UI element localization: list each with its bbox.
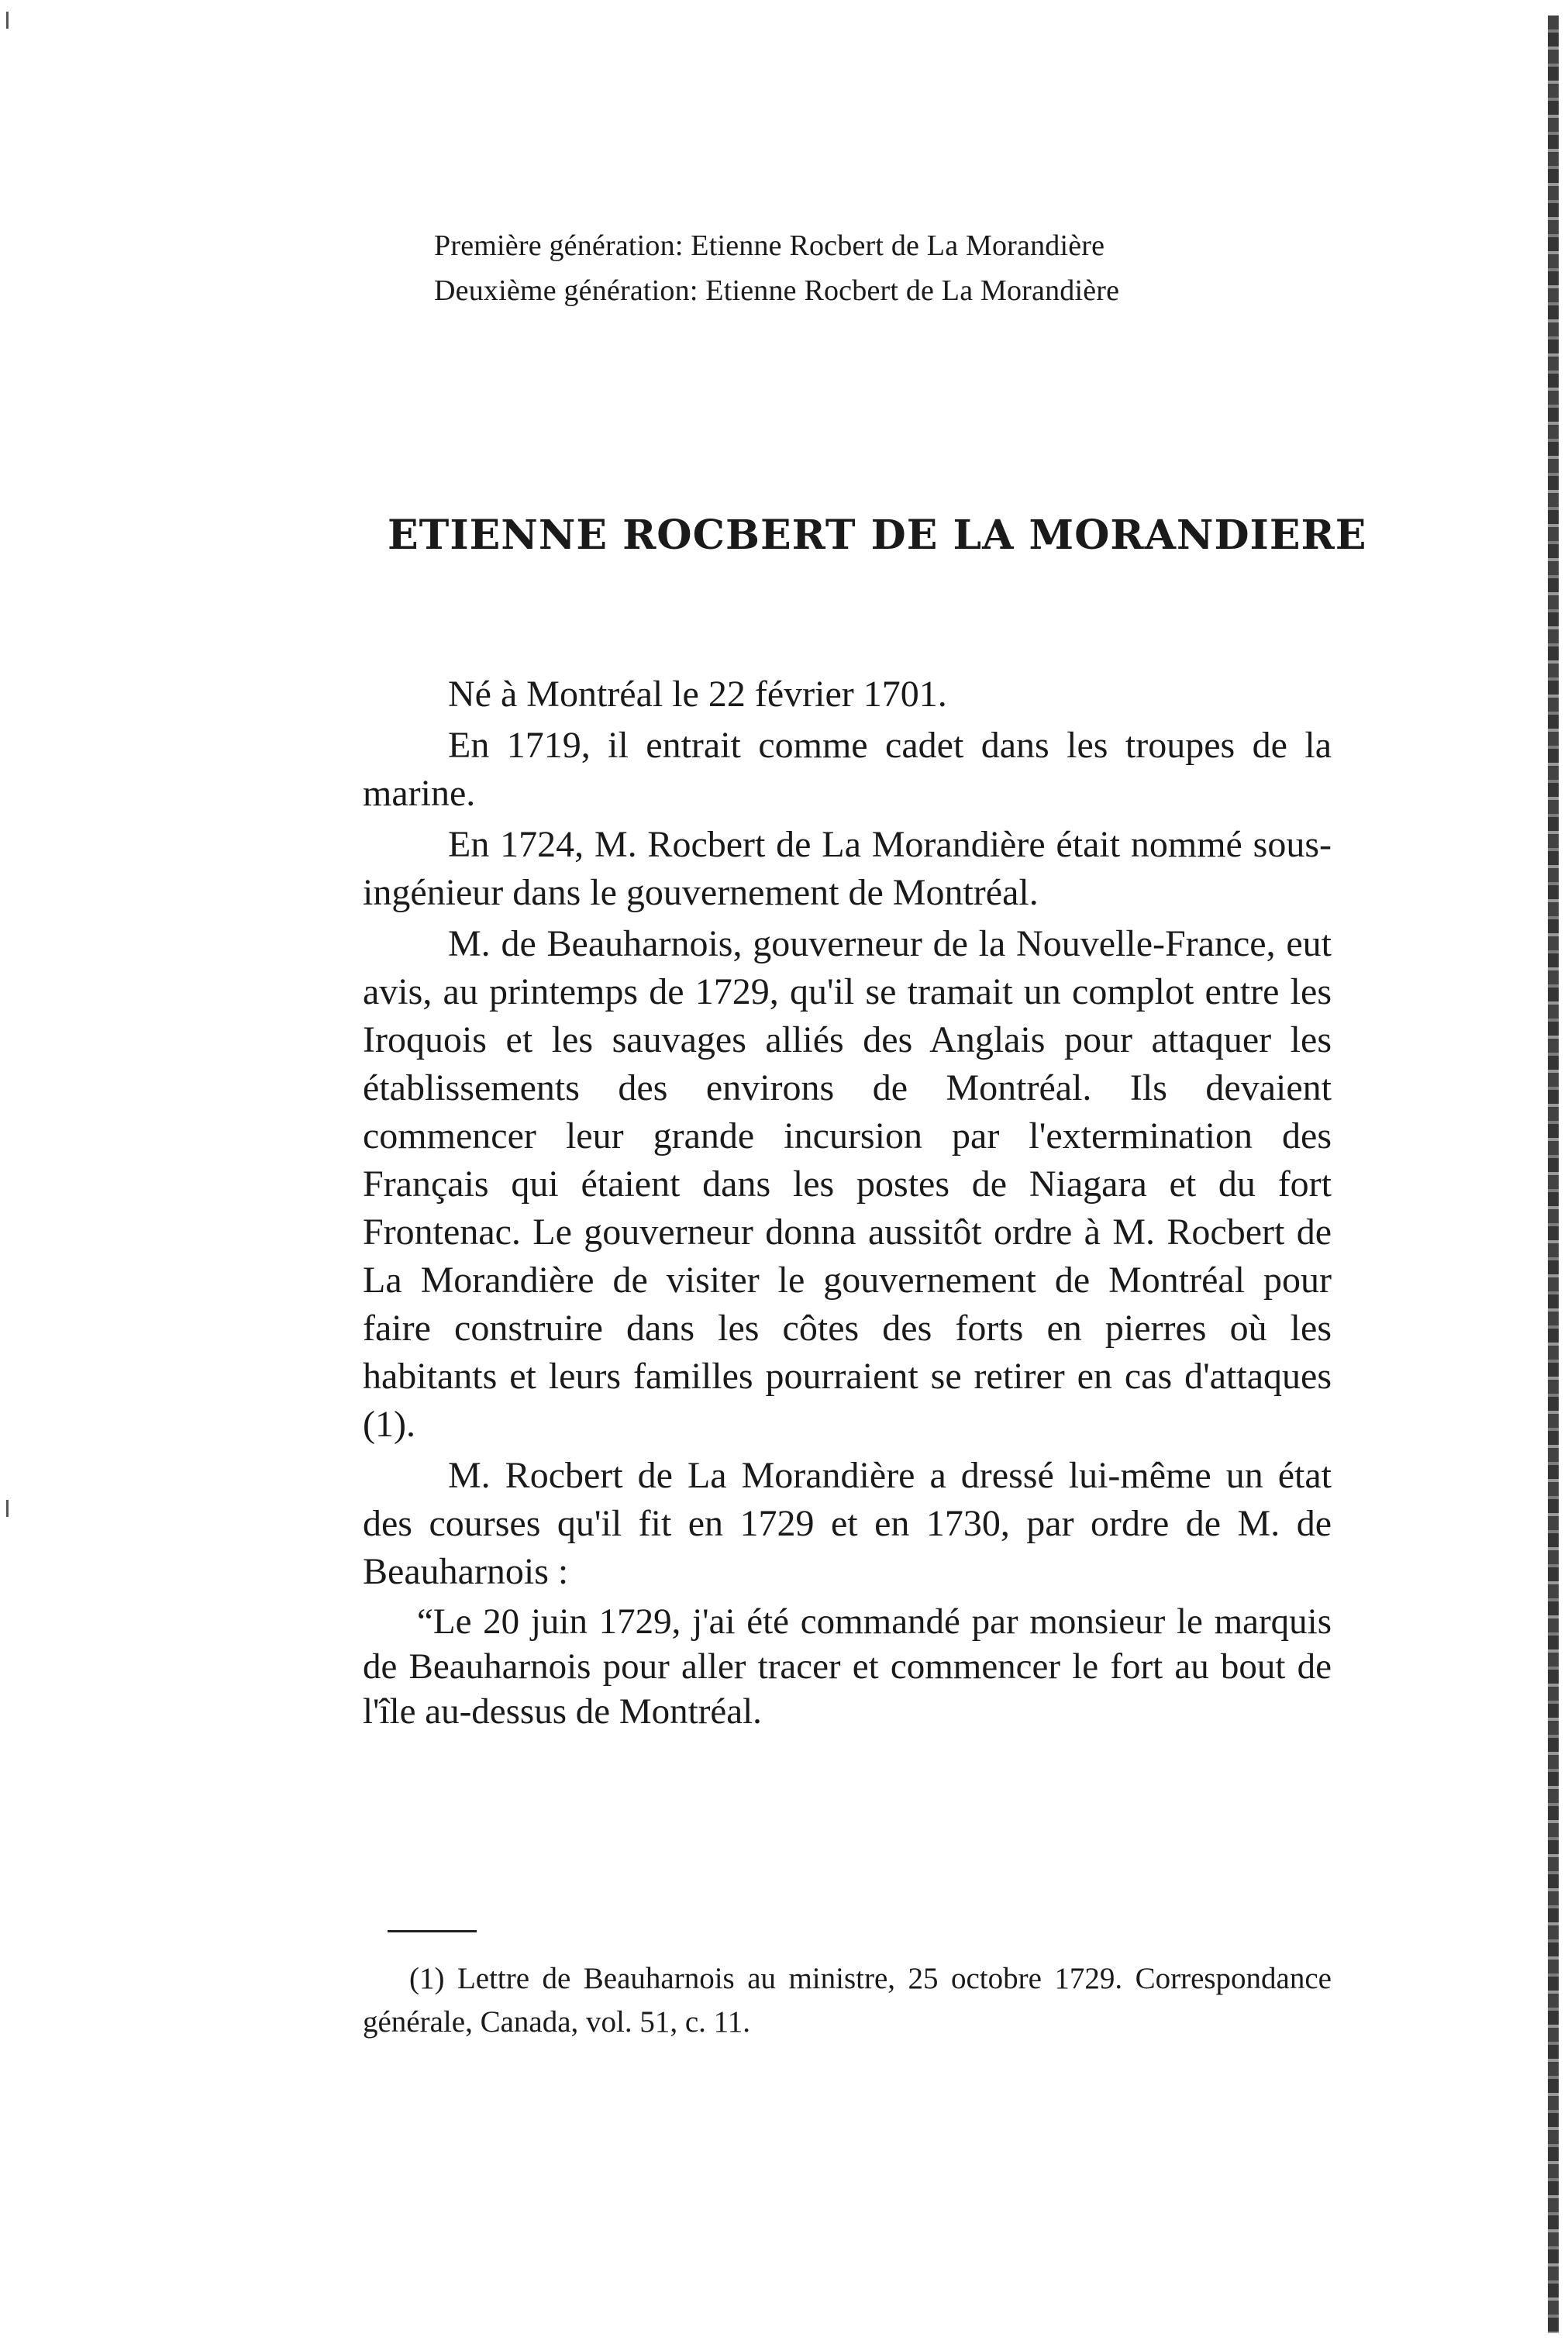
generation-header: [434, 223, 1364, 313]
paragraph-courses: M. Rocbert de La Morandière a dressé lui-même un état des courses qu'il fit en 1729 et en 1730, par ordre de M. de Beauharnois :: [363, 1455, 1332, 1592]
quote-paragraph: “Le 20 juin 1729, j'ai été commandé par monsieur le marquis de Beauharnois pour aller tracer et commencer le fort au bout de l'île au-dessus de Montréal.: [363, 1601, 1332, 1732]
generation-line-1: Première génération: Etienne Rocbert de La Morandière: [434, 229, 1105, 262]
scan-mark-top: [6, 12, 9, 29]
paragraph-complot: M. de Beauharnois, gouverneur de la Nouvelle-France, eut avis, au printemps de 1729, qu'il se tramait un complot entre les Iroquois et les sauvages alliés des Anglais pour attaquer les établissements des environs de Montréal. Ils devaient commencer leur grande incursion par l'extermination des Français qui étaient dans les postes de Niagara et du fort Frontenac. Le gouverneur donna aussitôt ordre à M. Rocbert de La Morandière de visiter le gouvernement de Montréal pour faire construire dans les côtes des forts en pierres où les habitants et leurs familles pourraient se retirer en cas d'attaques (1).: [363, 923, 1332, 1445]
footnote-rule: [388, 1930, 477, 1932]
scan-mark-middle: [6, 1500, 9, 1517]
footnote-1: (1) Lettre de Beauharnois au ministre, 25 octobre 1729. Correspondance générale, Canada, vol. 51, c. 11.: [363, 1962, 1332, 2039]
footnotes: [363, 1957, 1332, 2044]
generation-line-2: Deuxième génération: Etienne Rocbert de La Morandière: [434, 274, 1120, 307]
section-title: ETIENNE ROCBERT DE LA MORANDIERE: [388, 512, 1367, 559]
body-text: [363, 670, 1332, 1737]
scan-edge-artifact: [1548, 16, 1559, 2333]
paragraph-birth: Né à Montréal le 22 février 1701.: [448, 674, 947, 715]
paragraph-cadet: En 1719, il entrait comme cadet dans les troupes de la marine.: [363, 725, 1332, 814]
paragraph-engineer: En 1724, M. Rocbert de La Morandière était nommé sous-ingénieur dans le gouvernement de Montréal.: [363, 824, 1332, 913]
